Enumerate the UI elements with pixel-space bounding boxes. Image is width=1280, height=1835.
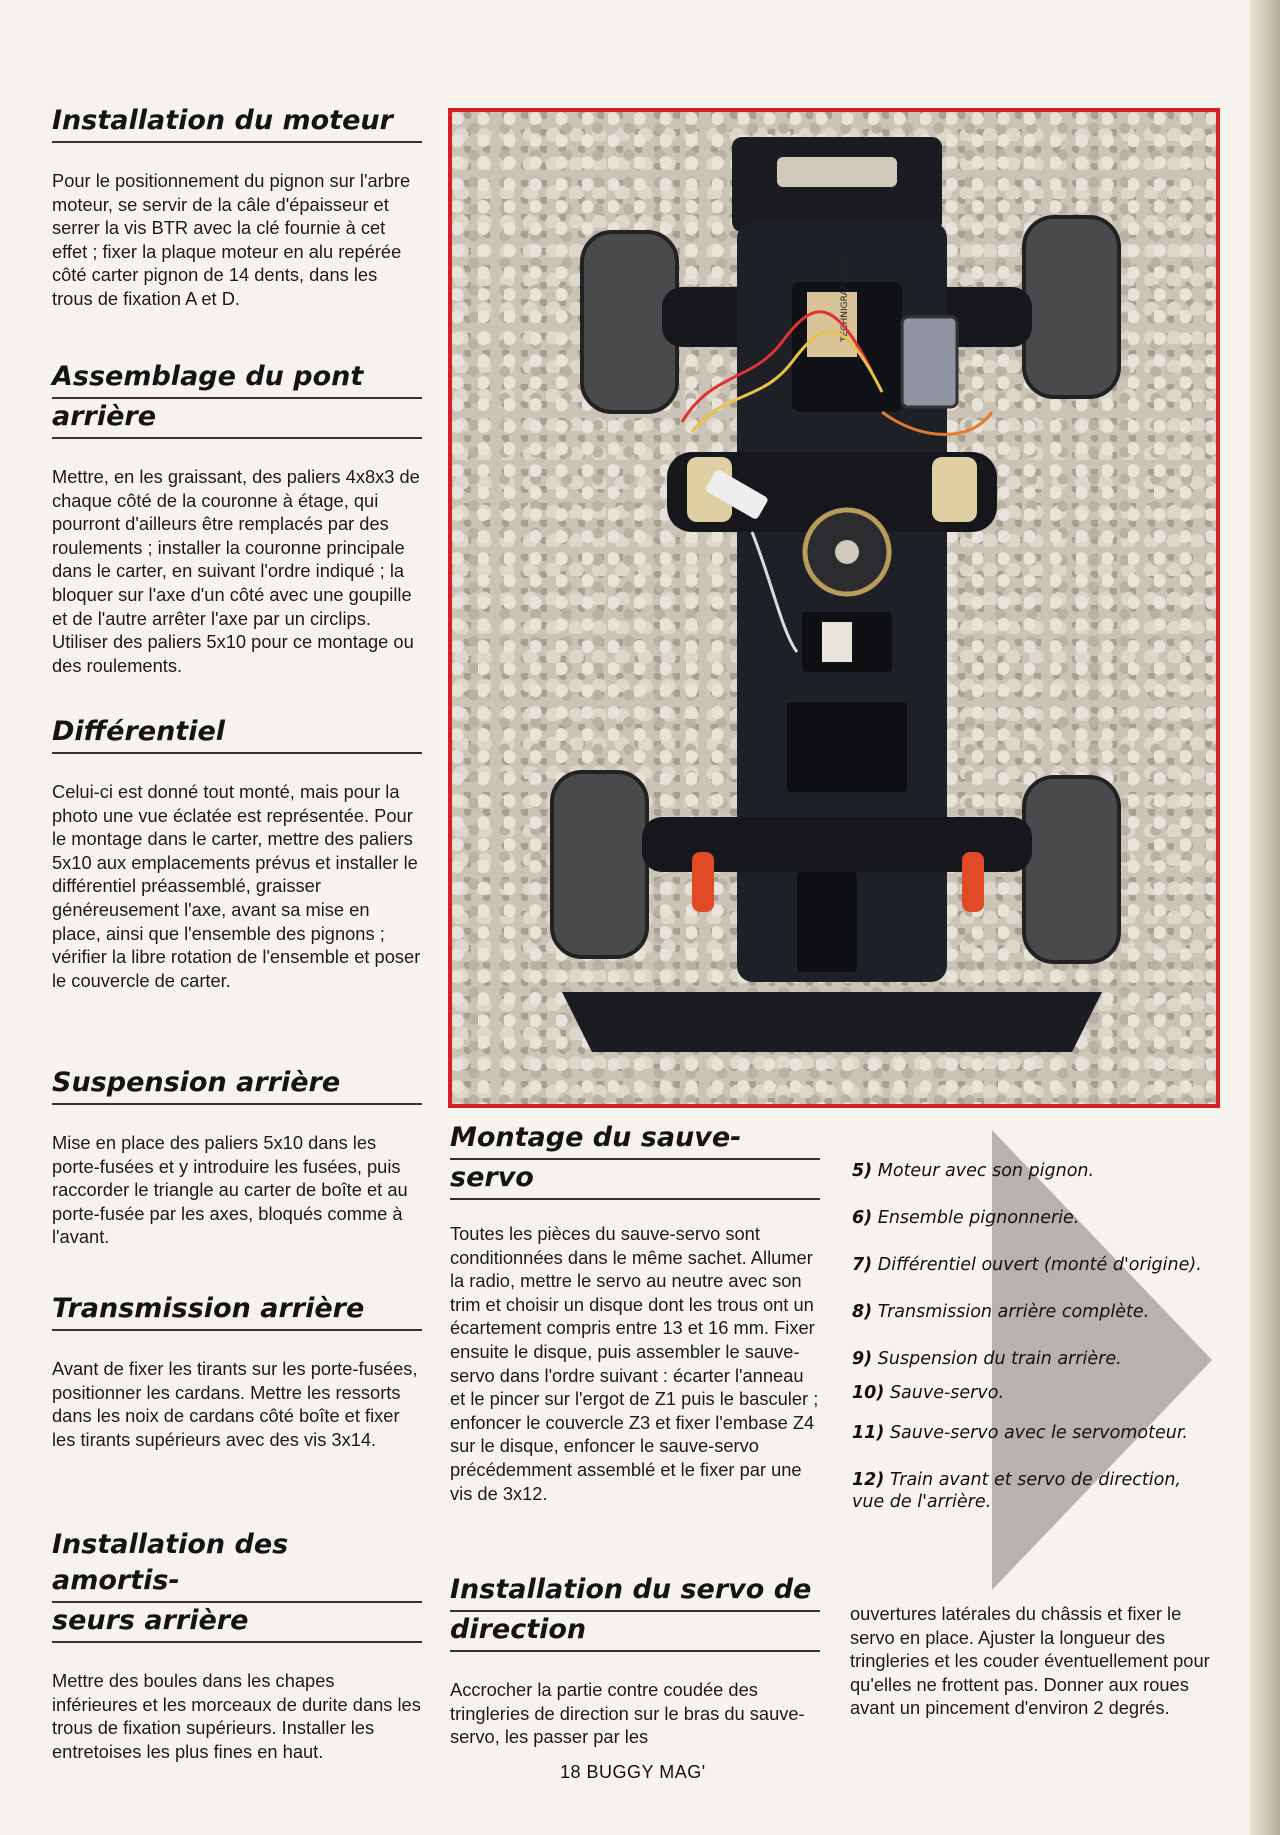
section-body: Mettre des boules dans les chapes inférieures et les morceaux de durite dans les trous de fixation supérieurs. Installer les entretoises les plus fines en haut.	[52, 1670, 421, 1762]
section-title	[450, 1120, 820, 1200]
caption-text: Sauve-servo.	[889, 1383, 1005, 1403]
title-line: Assemblage du pont	[52, 359, 422, 399]
title-line: Suspension arrière	[52, 1065, 422, 1105]
title-line: Installation du servo de	[450, 1572, 820, 1612]
page-spine	[1250, 0, 1280, 1835]
caption-text: Suspension du train arrière.	[877, 1349, 1122, 1369]
section-amortisseurs-arriere	[52, 1527, 422, 1763]
caption-6	[852, 1207, 1212, 1229]
title-line: Transmission arrière	[52, 1291, 422, 1331]
caption-number: 10)	[852, 1383, 885, 1403]
section-title	[52, 359, 422, 439]
section-differentiel	[52, 714, 422, 992]
right-column-text: ouvertures latérales du châssis et fixer le servo en place. Ajuster la longueur des tringleries et les couder éventuellement pour qu'elles ne frottent pas. Donner aux roues avant un pincement d'environ 2 degrés.	[850, 1603, 1210, 1719]
caption-number: 9)	[852, 1349, 873, 1369]
section-title	[52, 103, 422, 143]
caption-number: 11)	[852, 1423, 885, 1443]
section-body: Toutes les pièces du sauve-servo sont conditionnées dans le même sachet. Allumer la radio, mettre le servo au neutre avec son trim et choisir un disque dont les trous ont un écartement compris entre 13 et 16 mm. Fixer ensuite le disque, puis assembler le sauve-servo dans l'ordre suivant : écarter l'anneau et le pincer sur l'ergot de Z1 puis le basculer ; enfoncer le couvercle Z3 et fixer l'embase Z4 sur le disque, enfoncer le sauve-servo précédemment assemblé et le fixer par une vis de 3x12.	[450, 1223, 819, 1504]
section-body: Accrocher la partie contre coudée des tringleries de direction sur le bras du sauve-servo, les passer par les	[450, 1679, 805, 1748]
section-title	[52, 1527, 422, 1643]
title-line: arrière	[52, 399, 422, 439]
title-line: direction	[450, 1612, 820, 1652]
section-body: Mise en place des paliers 5x10 dans les porte-fusées et y introduire les fusées, puis raccorder le triangle au carter de boîte et au porte-fusée par les axes, bloqués comme à l'avant.	[52, 1132, 408, 1248]
caption-number: 5)	[852, 1161, 873, 1181]
page-folio: 18 BUGGY MAG'	[560, 1762, 706, 1782]
caption-text: Moteur avec son pignon.	[877, 1161, 1095, 1181]
caption-text: Sauve-servo avec le servomoteur.	[889, 1423, 1188, 1443]
section-title	[52, 714, 422, 754]
chassis-photo	[448, 108, 1220, 1108]
section-servo-direction	[450, 1572, 820, 1749]
title-line: Installation des amortis-	[52, 1527, 422, 1603]
caption-8	[852, 1301, 1212, 1323]
title-line: Installation du moteur	[52, 103, 422, 143]
title-line: seurs arrière	[52, 1603, 422, 1643]
photo-captions	[852, 1160, 1212, 1538]
caption-text: Ensemble pignonnerie.	[877, 1208, 1080, 1228]
caption-7	[852, 1254, 1212, 1276]
caption-number: 12)	[852, 1470, 885, 1490]
caption-12	[852, 1469, 1212, 1513]
section-title	[52, 1291, 422, 1331]
title-line: Montage du sauve-	[450, 1120, 820, 1160]
section-pont-arriere	[52, 359, 422, 677]
section-suspension-arriere	[52, 1065, 422, 1249]
caption-11	[852, 1422, 1212, 1444]
section-title	[450, 1572, 820, 1652]
section-body: Avant de fixer les tirants sur les porte-fusées, positionner les cardans. Mettre les ressorts dans les noix de cardans côté boîte et fixer les tirants supérieurs avec des vis 3x14.	[52, 1358, 418, 1450]
caption-text: Train avant et servo de direction, vue de l'arrière.	[852, 1470, 1181, 1512]
photo-logo: TECHNIGRAPHICS	[840, 262, 850, 342]
title-line: servo	[450, 1160, 820, 1200]
caption-10	[852, 1382, 1212, 1404]
caption-9	[852, 1348, 1212, 1370]
caption-text: Transmission arrière complète.	[877, 1302, 1150, 1322]
caption-number: 7)	[852, 1255, 873, 1275]
section-sauve-servo	[450, 1120, 820, 1505]
section-transmission-arriere	[52, 1291, 422, 1451]
caption-5	[852, 1160, 1212, 1182]
buggy-chassis-illustration	[452, 112, 1216, 1104]
section-body: Mettre, en les graissant, des paliers 4x8x3 de chaque côté de la couronne à étage, qui pourront d'ailleurs être remplacés par des roulements ; installer la couronne principale dans le carter, en suivant l'ordre indiqué ; la bloquer sur l'axe d'un côté avec une goupille et de l'autre arrêter l'axe par un circlips. Utiliser des paliers 5x10 pour ce montage ou des roulements.	[52, 466, 420, 676]
section-installation-moteur	[52, 103, 422, 311]
caption-text: Différentiel ouvert (monté d'origine).	[877, 1255, 1202, 1275]
title-line: Différentiel	[52, 714, 422, 754]
section-body: Pour le positionnement du pignon sur l'arbre moteur, se servir de la câle d'épaisseur et serrer la vis BTR avec la clé fournie à cet effet ; fixer la plaque moteur en alu repérée côté carter pignon de 14 dents, dans les trous de fixation A et D.	[52, 170, 411, 309]
section-title	[52, 1065, 422, 1105]
section-body: Celui-ci est donné tout monté, mais pour la photo une vue éclatée est représentée. Pour le montage dans le carter, mettre des paliers 5x10 aux emplacements prévus et installer le différentiel préassemblé, graisser généreusement l'axe, avant sa mise en place, ainsi que l'ensemble des pignons ; vérifier la libre rotation de l'ensemble et poser le couvercle de carter.	[52, 781, 421, 991]
caption-number: 8)	[852, 1302, 873, 1322]
caption-number: 6)	[852, 1208, 873, 1228]
